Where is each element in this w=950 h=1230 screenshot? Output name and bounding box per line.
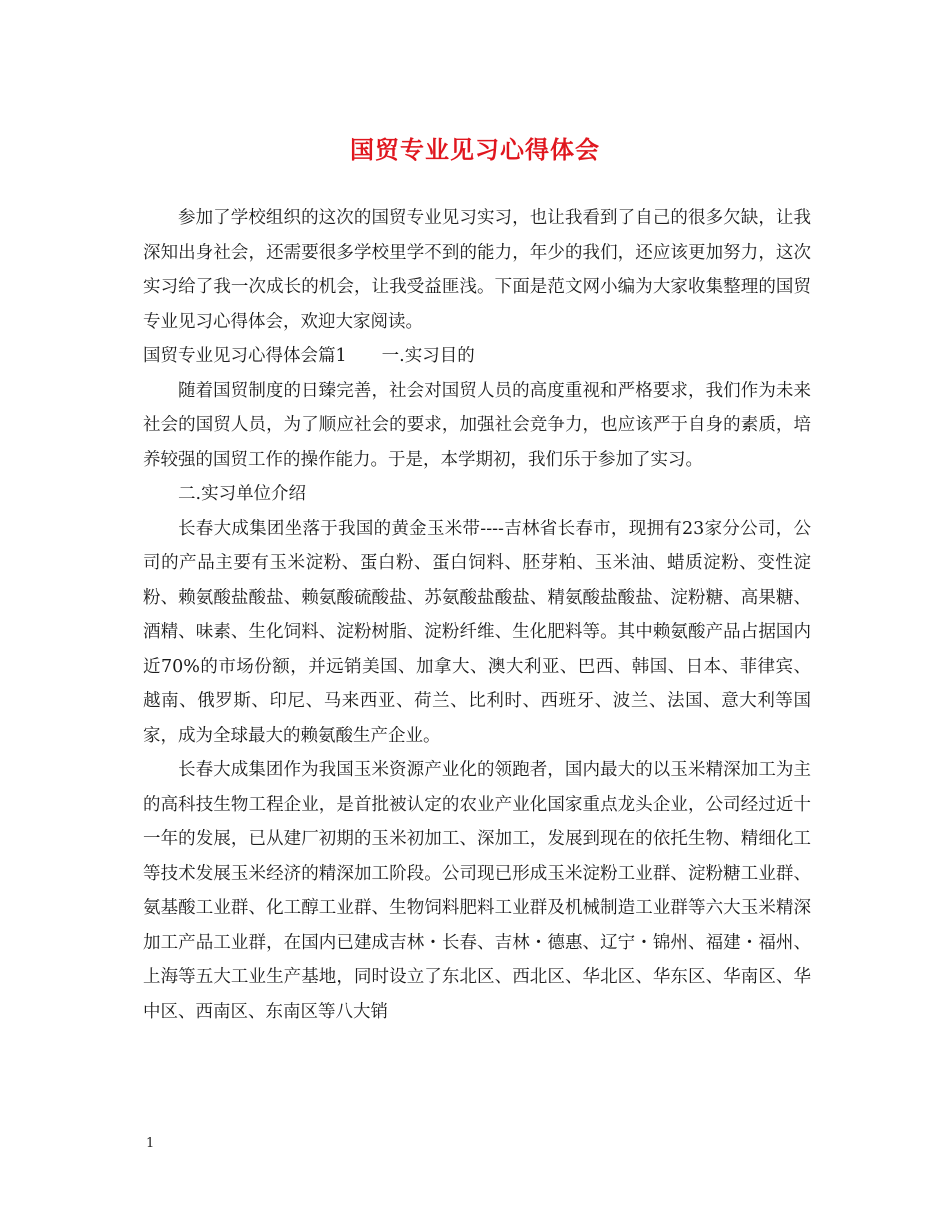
document-title: 国贸专业见习心得体会 xyxy=(350,135,600,164)
unit-heading: 二.实习单位介绍 xyxy=(178,484,307,504)
page-number: 1 xyxy=(146,1136,155,1151)
unit-paragraph-1: 长春大成集团坐落于我国的黄金玉米带----吉林省长春市，现拥有23家分公司，公司的产品主要有玉米淀粉、蛋白粉、蛋白饲料、胚芽粕、玉米油、蜡质淀粉、变性淀粉、赖氨酸盐酸盐、赖氨酸硫酸盐、苏氨酸盐酸盐、精氨酸盐酸盐、淀粉糖、高果糖、酒精、味素、生化饲料、淀粉树脂、淀粉纤维、生化肥料等。其中赖氨酸产品占据国内近70%的市场份额，并远销美国、加拿大、澳大利亚、巴西、韩国、日本、菲律宾、越南、俄罗斯、印尼、马来西亚、荷兰、比利时、西班牙、波兰、法国、意大利等国家，成为全球最大的赖氨酸生产企业。 xyxy=(143,518,811,746)
purpose-paragraph: 随着国贸制度的日臻完善，社会对国贸人员的高度重视和严格要求，我们作为未来社会的国贸人员，为了顺应社会的要求，加强社会竞争力，也应该严于自身的素质，培养较强的国贸工作的操作能力。于是，本学期初，我们乐于参加了实习。 xyxy=(143,380,811,470)
unit-paragraph-2: 长春大成集团作为我国玉米资源产业化的领跑者，国内最大的以玉米精深加工为主的高科技生物工程企业，是首批被认定的农业产业化国家重点龙头企业，公司经过近十一年的发展，已从建厂初期的玉米初加工、深加工，发展到现在的依托生物、精细化工等技术发展玉米经济的精深加工阶段。公司现已形成玉米淀粉工业群、淀粉糖工业群、氨基酸工业群、化工醇工业群、生物饲料肥料工业群及机械制造工业群等六大玉米精深加工产品工业群，在国内已建成吉林・长春、吉林・德惠、辽宁・锦州、福建・福州、上海等五大工业生产基地，同时设立了东北区、西北区、华北区、华东区、华南区、华中区、西南区、东南区等八大销 xyxy=(143,760,811,1022)
section-heading: 国贸专业见习心得体会篇1 一.实习目的 xyxy=(143,346,475,366)
document-body xyxy=(143,201,811,1029)
intro-paragraph: 参加了学校组织的这次的国贸专业见习实习，也让我看到了自己的很多欠缺，让我深知出身社会，还需要很多学校里学不到的能力，年少的我们，还应该更加努力，这次实习给了我一次成长的机会，让我受益匪浅。下面是范文网小编为大家收集整理的国贸专业见习心得体会，欢迎大家阅读。 xyxy=(143,208,811,332)
